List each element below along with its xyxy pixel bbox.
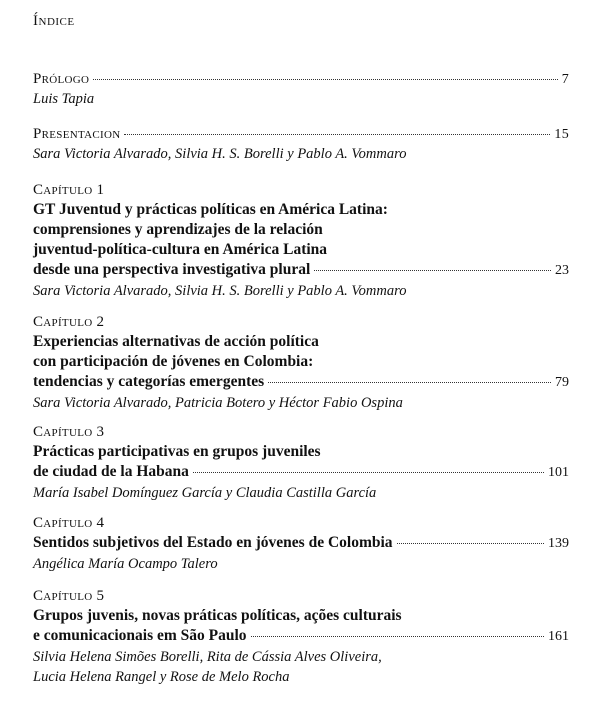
chapter-title-line: juventud-política-cultura en América Latina [33,241,328,258]
entry-authors: Sara Victoria Alvarado, Patricia Botero y Héctor Fabio Ospina [33,395,403,411]
chapter-title-line: GT Juventud y prácticas políticas en América Latina: [33,201,388,218]
chapter-label: Capítulo 5 [33,588,105,604]
toc-entry-capitulo-4[interactable] [33,514,569,574]
page-number: 161 [548,629,569,644]
dot-leader [193,472,544,473]
page-number: 15 [554,127,569,142]
chapter-title-line: e comunicacionais em São Paulo [33,627,247,644]
page-title: Índice [33,13,75,29]
chapter-label: Capítulo 3 [33,424,105,440]
dot-leader [314,270,551,271]
dot-leader [124,134,550,135]
chapter-title-line: Grupos juvenis, novas práticas políticas, ações culturais [33,607,402,624]
entry-authors: Angélica María Ocampo Talero [33,556,218,572]
entry-authors: Luis Tapia [33,91,95,107]
chapter-label: Capítulo 2 [33,314,105,330]
dot-leader [251,636,544,637]
entry-authors: Lucia Helena Rangel y Rose de Melo Rocha [33,669,290,685]
chapter-title-line: Sentidos subjetivos del Estado en jóvenes de Colombia [33,534,393,551]
chapter-title-line: comprensiones y aprendizajes de la relación [33,221,323,238]
toc-entry-capitulo-1[interactable] [33,181,569,301]
page-number: 7 [561,72,569,87]
dot-leader [397,543,544,544]
entry-authors: Sara Victoria Alvarado, Silvia H. S. Borelli y Pablo A. Vommaro [33,283,407,299]
page-number: 139 [548,536,569,551]
entry-label: Prólogo [33,71,90,87]
entry-label: Presentacion [33,126,121,142]
toc-entry-capitulo-5[interactable] [33,587,569,687]
dot-leader [93,79,557,80]
chapter-title-line: de ciudad de la Habana [33,463,189,480]
chapter-title-line: con participación de jóvenes en Colombia: [33,353,314,370]
entry-authors: Silvia Helena Simões Borelli, Rita de Cássia Alves Oliveira, [33,649,382,665]
chapter-title-line: Prácticas participativas en grupos juveniles [33,443,321,460]
toc-entry-capitulo-3[interactable] [33,423,569,503]
dot-leader [268,382,551,383]
toc-entry-capitulo-2[interactable] [33,313,569,413]
page-number: 79 [555,375,569,390]
toc-entry-prologo[interactable] [33,70,569,109]
entry-authors: María Isabel Domínguez García y Claudia Castilla García [33,485,377,501]
entry-authors: Sara Victoria Alvarado, Silvia H. S. Borelli y Pablo A. Vommaro [33,146,407,162]
chapter-title-line: tendencias y categorías emergentes [33,373,265,390]
chapter-title-line: Experiencias alternativas de acción política [33,333,319,350]
chapter-label: Capítulo 4 [33,515,105,531]
chapter-label: Capítulo 1 [33,182,105,198]
page-number: 101 [548,465,569,480]
page-number: 23 [555,263,569,278]
chapter-title-line: desde una perspectiva investigativa plural [33,261,311,278]
toc-entry-presentacion[interactable] [33,125,569,164]
